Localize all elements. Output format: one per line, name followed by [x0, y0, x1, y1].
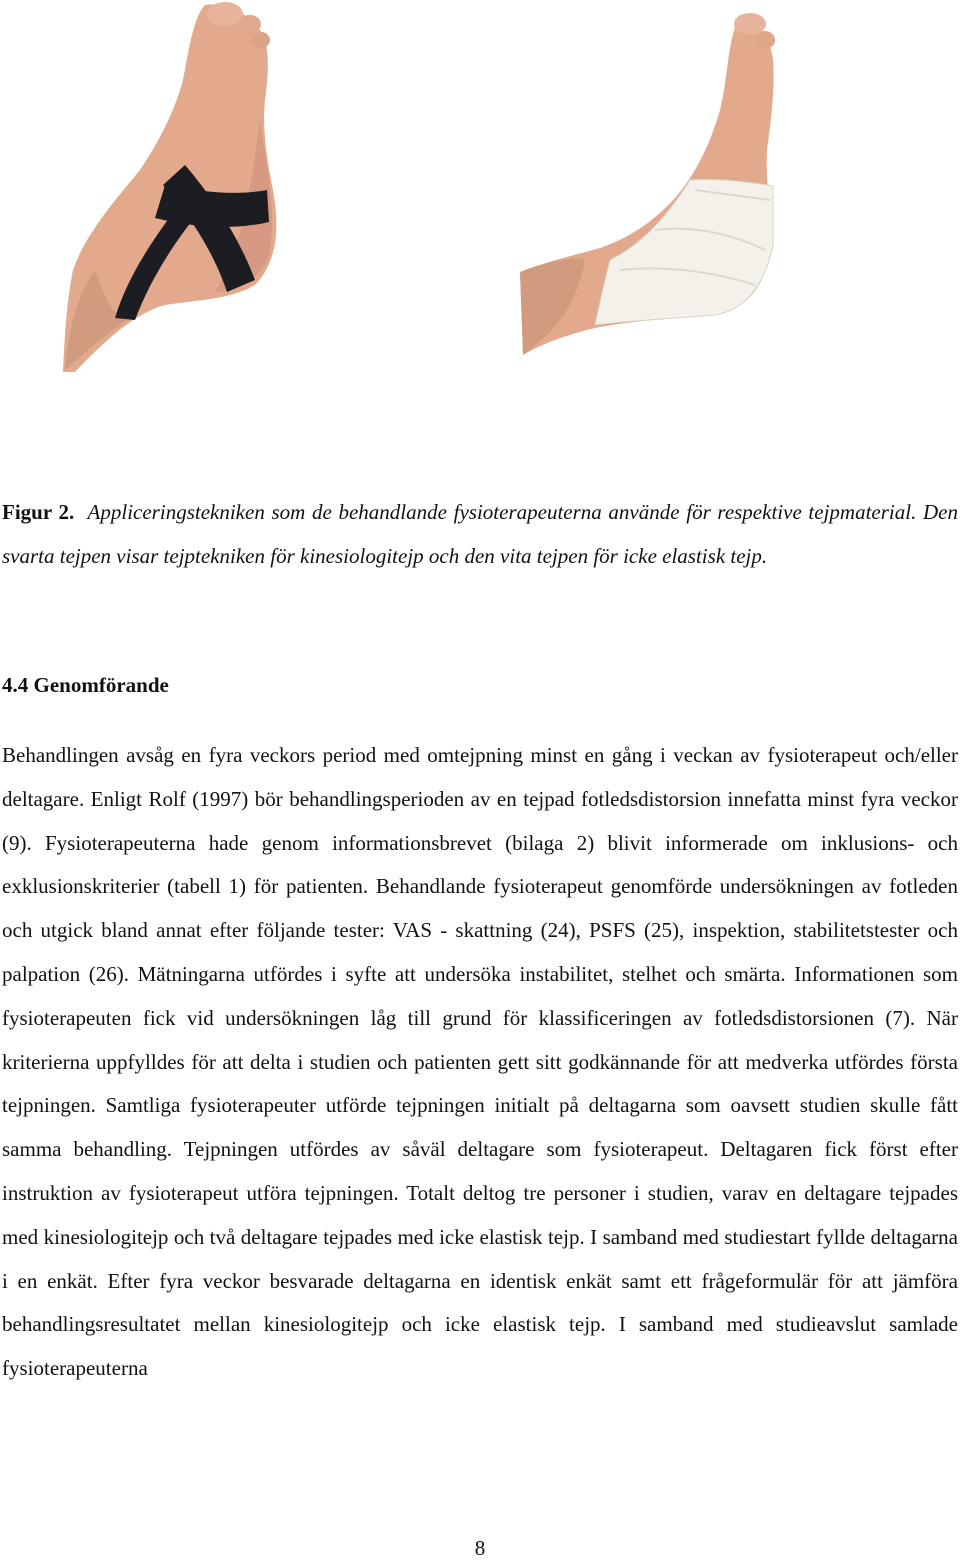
photo-white-tape-foot [515, 10, 785, 370]
section-heading: 4.4 Genomförande [2, 673, 169, 697]
toe-1 [207, 2, 243, 26]
body-paragraph: Behandlingen avsåg en fyra veckors period med omtejpning minst en gång i veckan av fysioterapeut och/eller deltagare. Enligt Rolf (1997) bör behandlingsperioden av en tejpad fotledsdistorsion innefatta minst fyra veckor (9). Fysioterapeuterna hade genom informationsbrevet (bilaga 2) blivit informerade om inklusions- och exklusionskriterier (tabell 1) för patienten. Behandlande fysioterapeut genomförde undersökningen av fotleden och utgick bland annat efter följande tester: VAS - skattning (24), PSFS (25), inspektion, stabilitetstester och palpation (26). Mätningarna utfördes i syfte att undersöka instabilitet, stelhet och smärta. Informationen som fysioterapeuten fick vid undersökningen låg till grund för klassificeringen av fotledsdistorsionen (7). När kriterierna uppfylldes för att delta i studien och patienten gett sitt godkännande för att medverka utfördes första tejpningen. Samtliga fysioterapeuter utförde tejpningen initialt på deltagarna som oavsett studien skulle fått samma behandling. Tejpningen utfördes av såväl deltagare som fysioterapeut. Deltagaren fick först efter instruktion av fysioterapeut utföra tejpningen. Totalt deltog tre personer i studien, varav en deltagare tejpades med kinesiologitejp och två deltagare tejpades med icke elastisk tejp. I samband med studiestart fyllde deltagarna i en enkät. Efter fyra veckor besvarade deltagarna en identisk enkät samt ett frågeformulär för att jämföra behandlingsresultatet mellan kinesiologitejp och icke elastisk tejp. I samband med studieavslut samlade fysioterapeuterna [2, 743, 958, 1381]
caption-label: Figur 2. [2, 500, 75, 524]
page-number: 8 [474, 1536, 486, 1560]
toe-2 [755, 31, 775, 49]
toe-2 [239, 15, 261, 33]
photo-black-tape-foot [55, 0, 295, 380]
figure-2 [0, 0, 960, 400]
toe-3 [252, 32, 270, 48]
caption-text: Appliceringstekniken som de behandlande fysioterapeuterna använde för respektive tejpmaterial. Den svarta tejpen visar tejptekniken för kinesiologitejp och den vita tejpen för icke elastisk tejp. [2, 500, 958, 568]
figure-caption [2, 490, 958, 578]
